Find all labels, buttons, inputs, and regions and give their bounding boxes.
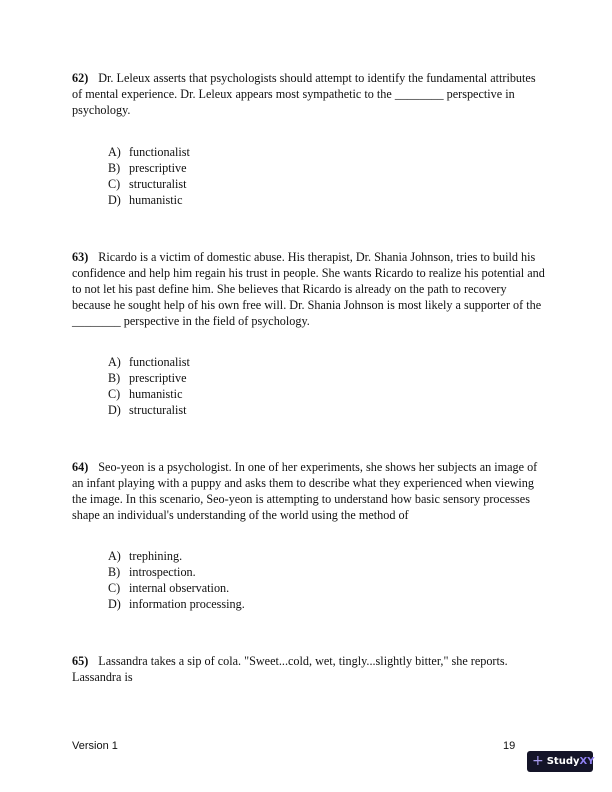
option-text: humanistic (129, 387, 183, 401)
option-text: structuralist (129, 403, 187, 417)
question-62 (72, 70, 548, 118)
question-number: 62) (72, 71, 89, 85)
question-text: Ricardo is a victim of domestic abuse. His therapist, Dr. Shania Johnson, tries to build his confidence and help him regain his trust in people. She wants Ricardo to realize his potential and to not let his past define him. She believes that Ricardo is already on the path to recovery because he sought help of his own free will. Dr. Shania Johnson is most likely a supporter of the ________ perspective in the field of psychology. (72, 250, 545, 328)
question-64 (72, 459, 548, 523)
options-64 (108, 548, 245, 612)
question-text: Lassandra takes a sip of cola. "Sweet...cold, wet, tingly...slightly bitter," she reports. Lassandra is (72, 654, 508, 684)
options-62 (108, 144, 190, 208)
option-text: prescriptive (129, 371, 187, 385)
logo-text-accent: XY (579, 756, 595, 767)
option-letter: C) (108, 387, 121, 401)
option-text: introspection. (129, 565, 196, 579)
option (108, 564, 245, 580)
option-letter: A) (108, 145, 121, 159)
option-letter: A) (108, 355, 121, 369)
page-number: 19 (503, 740, 516, 752)
option (108, 386, 190, 402)
option (108, 192, 190, 208)
option-letter: A) (108, 549, 121, 563)
option-letter: D) (108, 597, 121, 611)
option-text: functionalist (129, 145, 190, 159)
option-letter: C) (108, 581, 121, 595)
option-text: trephining. (129, 549, 183, 563)
question-65 (72, 653, 548, 685)
option-letter: D) (108, 403, 121, 417)
option-letter: D) (108, 193, 121, 207)
option (108, 580, 245, 596)
question-text: Seo-yeon is a psychologist. In one of her experiments, she shows her subjects an image of an infant playing with a puppy and asks them to describe what they experienced when viewing the image. In this scenario, Seo-yeon is attempting to understand how basic sensory processes shape an individual's understanding of the world using the method of (72, 460, 538, 522)
footer-version: Version 1 (72, 740, 118, 752)
option (108, 354, 190, 370)
option-text: prescriptive (129, 161, 187, 175)
option (108, 144, 190, 160)
option (108, 596, 245, 612)
option (108, 160, 190, 176)
option-letter: B) (108, 371, 121, 385)
option-text: information processing. (129, 597, 245, 611)
question-63 (72, 249, 548, 329)
options-63 (108, 354, 190, 418)
question-number: 65) (72, 654, 89, 668)
question-number: 64) (72, 460, 89, 474)
option (108, 176, 190, 192)
option-text: structuralist (129, 177, 187, 191)
studyxy-logo[interactable] (527, 751, 593, 772)
option (108, 402, 190, 418)
option-text: functionalist (129, 355, 190, 369)
option-letter: B) (108, 161, 121, 175)
plus-icon: + (532, 753, 544, 769)
option-letter: B) (108, 565, 121, 579)
option-text: internal observation. (129, 581, 230, 595)
question-text: Dr. Leleux asserts that psychologists should attempt to identify the fundamental attributes of mental experience. Dr. Leleux appears most sympathetic to the ________ perspective in psychology. (72, 71, 536, 117)
option-letter: C) (108, 177, 121, 191)
option (108, 370, 190, 386)
option (108, 548, 245, 564)
option-text: humanistic (129, 193, 183, 207)
question-number: 63) (72, 250, 89, 264)
logo-text: Study (546, 756, 580, 767)
